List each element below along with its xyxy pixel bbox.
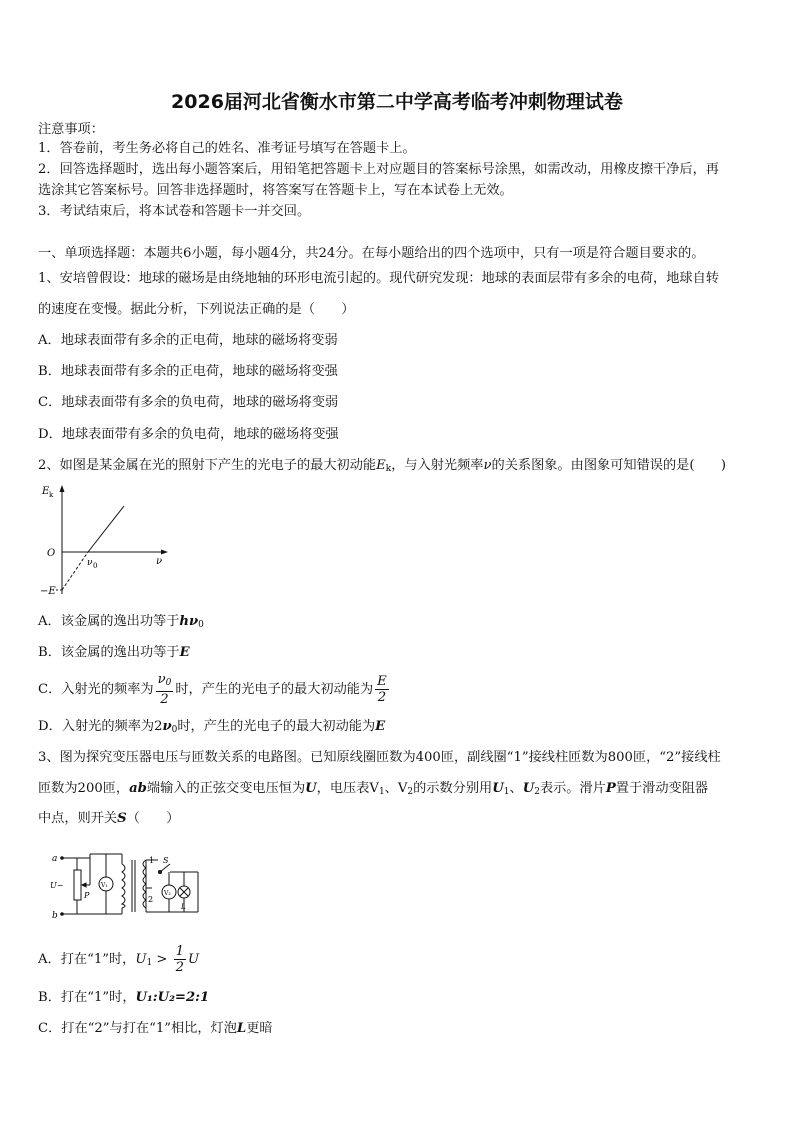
terminal-a: a — [52, 854, 58, 864]
switch-s: S — [163, 856, 169, 865]
tap-2: 2 — [148, 895, 154, 904]
q3-option-a: A．打在“1”时，$U_1$ > $\frac{1}{2}$ U — [38, 944, 200, 975]
graph-nu0: ν — [87, 558, 93, 568]
notice-item: 1．答卷前，考生务必将自己的姓名、准考证号填写在答题卡上。 — [38, 141, 416, 156]
q2-option-a: A．该金属的逸出功等于$h\nu_0$ — [38, 614, 204, 630]
question-3-stem: 中点，则开关S（ ） — [38, 811, 180, 826]
question-1-stem: 1、安培曾假设：地球的磁场是由绕地轴的环形电流引起的。现代研究发现：地球的表面层带有多余的电荷，地球自转 — [38, 271, 719, 286]
voltmeter-v2: V₂ — [164, 890, 171, 897]
page-title: 2026届河北省衡水市第二中学高考临考冲刺物理试卷 — [171, 91, 623, 113]
section-heading: 一、单项选择题：本题共6小题，每小题4分，共24分。在每小题给出的四个选项中，只有一项是符合题目要求的。 — [38, 246, 705, 261]
terminal-b: b — [52, 911, 58, 921]
question-1-stem: 的速度在变慢。据此分析，下列说法正确的是（ ） — [38, 302, 355, 317]
graph-y-label: E — [42, 486, 50, 497]
q2-option-b: B．该金属的逸出功等于E — [38, 645, 190, 660]
graph-origin: O — [47, 548, 56, 559]
notice-item: 2．回答选择题时，选出每小题答案后，用铅笔把答题卡上对应题目的答案标号涂黑，如需改动，用橡皮擦干净后，再 — [38, 162, 719, 177]
notice-item: 3．考试结束后，将本试卷和答题卡一并交回。 — [38, 204, 311, 219]
graph-y-sub: k — [49, 491, 54, 499]
q1-option-d: D．地球表面带有多余的负电荷，地球的磁场将变强 — [38, 427, 339, 442]
q1-option-b: B．地球表面带有多余的正电荷，地球的磁场将变强 — [38, 364, 338, 379]
q2-option-c: C．入射光的频率为 $\frac{\nu_0}{2}$ 时，产生的光电子的最大初动能为 $\frac{E}{2}$ — [38, 672, 387, 707]
lamp-l: L — [181, 903, 186, 911]
graph-nu0-sub: 0 — [93, 562, 98, 570]
notice-item: 选涂其它答案标号。回答非选择题时，将答案写在答题卡上，写在本试卷上无效。 — [38, 183, 513, 198]
graph-x-label: ν — [156, 556, 163, 567]
q1-option-c: C．地球表面带有多余的负电荷，地球的磁场将变弱 — [38, 395, 339, 410]
q3-option-c: C．打在“2”与打在“1”相比，灯泡L更暗 — [38, 1021, 273, 1036]
question-3-stem: 匝数为200匝，ab端输入的正弦交变电压恒为U，电压表$V_1$、$V_2$的示数分别用$U_1$、$U_2$表示。滑片P置于滑动变阻器 — [38, 781, 709, 797]
question-2-stem: 2、如图是某金属在光的照射下产生的光电子的最大初动能$E_k$，与入射光频率ν的关系图象。由图象可知错误的是( ) — [38, 458, 727, 474]
source-u: U~ — [50, 881, 64, 890]
transformer-circuit — [48, 850, 208, 922]
notice-heading: 注意事项： — [38, 122, 104, 137]
question-3-stem: 3、图为探究变压器电压与匝数关系的电路图。已知原线圈匝数为400匝，副线圈“1”接线柱匝数为800匝，“2”接线柱 — [38, 750, 721, 765]
tap-1: 1 — [149, 856, 155, 865]
voltmeter-v1: V₁ — [101, 882, 108, 889]
q2-option-d: D．入射光的频率为$2\nu_0$时，产生的光电子的最大初动能为E — [38, 719, 386, 735]
graph-neg-e: −E — [40, 586, 56, 597]
q1-option-a: A．地球表面带有多余的正电荷，地球的磁场将变弱 — [38, 333, 338, 348]
q3-option-b: B．打在“1”时，U₁:U₂=2:1 — [38, 990, 210, 1005]
slider-p: P — [84, 891, 90, 900]
ek-nu-graph — [38, 482, 173, 602]
